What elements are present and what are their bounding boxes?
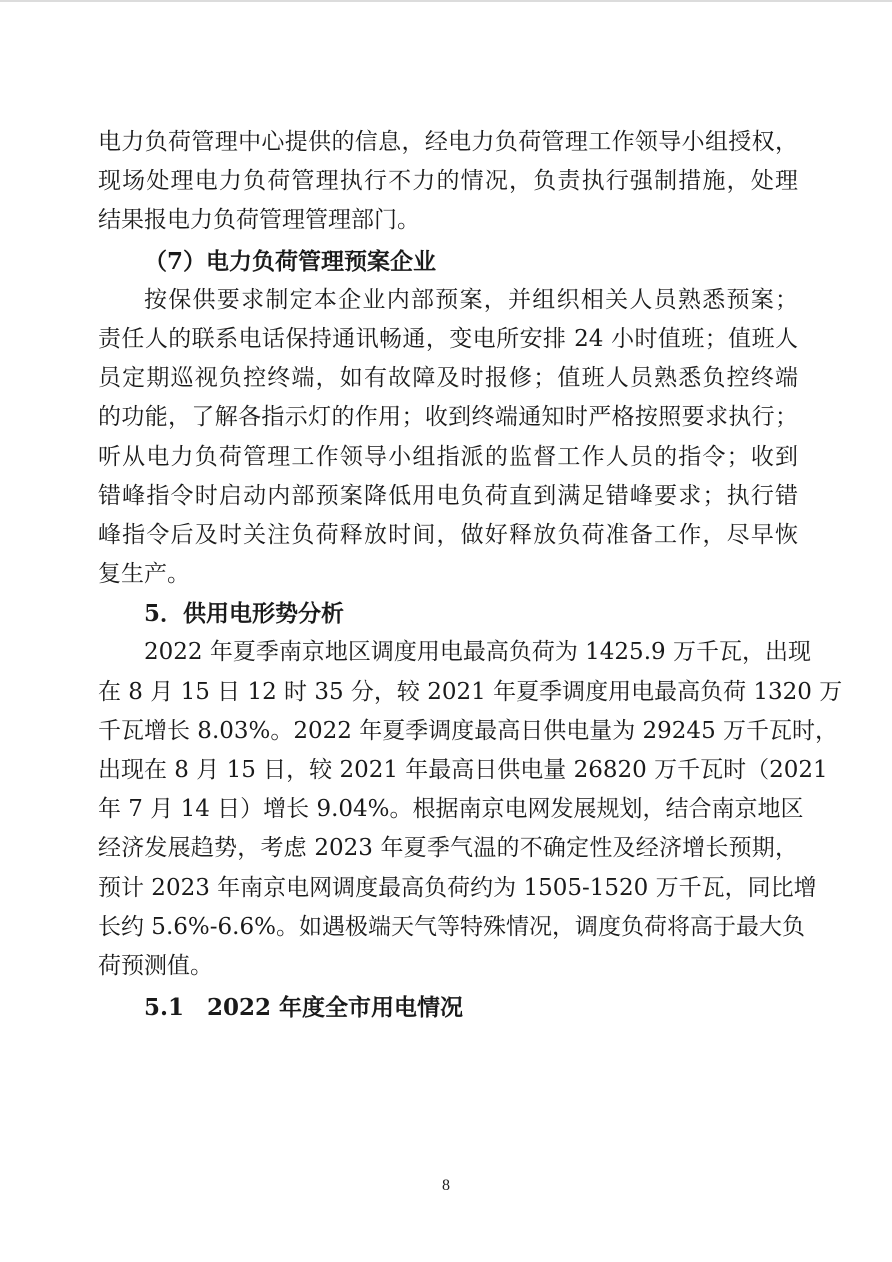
text-line: 错峰指令时启动内部预案降低用电负荷直到满足错峰要求；执行错 (98, 482, 798, 509)
text-line: 年 7 月 14 日）增长 9.04%。根据南京电网发展规划，结合南京地区 (98, 796, 804, 823)
text-line: 听从电力负荷管理工作领导小组指派的监督工作人员的指令；收到 (98, 443, 798, 470)
text-line: 经济发展趋势，考虑 2023 年夏季气温的不确定性及经济增长预期， (98, 835, 798, 862)
text-line: 电力负荷管理中心提供的信息，经电力负荷管理工作领导小组授权， (98, 129, 798, 155)
text-line: 员定期巡视负控终端，如有故障及时报修；值班人员熟悉负控终端 (98, 365, 798, 392)
section-heading-5-1: 5.1 2022 年度全市用电情况 (144, 994, 464, 1022)
page-number: 8 (442, 1177, 450, 1194)
text-line: 出现在 8 月 15 日，较 2021 年最高日供电量 26820 万千瓦时（2021 (98, 757, 828, 783)
text-line: 2022 年夏季南京地区调度用电最高负荷为 1425.9 万千瓦，出现 (144, 639, 811, 666)
text-line: 在 8 月 15 日 12 时 35 分，较 2021 年夏季调度用电最高负荷 1320 万 (98, 678, 843, 705)
section-heading-5: 5．供用电形势分析 (144, 600, 345, 628)
text-line: 现场处理电力负荷管理执行不力的情况，负责执行强制措施，处理 (98, 168, 798, 195)
text-line: 结果报电力负荷管理管理部门。 (98, 207, 420, 234)
text-line: 千瓦增长 8.03%。2022 年夏季调度最高日供电量为 29245 万千瓦时， (98, 717, 839, 744)
paragraph-7 (98, 281, 798, 595)
text-line: 荷预测值。 (98, 952, 213, 979)
section-heading-7: （7）电力负荷管理预案企业 (144, 247, 437, 275)
text-line: 预计 2023 年南京电网调度最高负荷约为 1505-1520 万千瓦，同比增 (98, 874, 817, 901)
text-line: 按保供要求制定本企业内部预案，并组织相关人员熟悉预案； (144, 286, 798, 313)
paragraph-5 (98, 633, 843, 986)
text-line: 长约 5.6%-6.6%。如遇极端天气等特殊情况，调度负荷将高于最大负 (98, 913, 805, 940)
page-top-edge (0, 0, 892, 2)
document-page (98, 123, 843, 1027)
text-line: 的功能，了解各指示灯的作用；收到终端通知时严格按照要求执行； (98, 404, 798, 431)
text-line: 峰指令后及时关注负荷释放时间，做好释放负荷准备工作，尽早恢 (98, 521, 798, 548)
paragraph-continuation (98, 123, 798, 241)
text-line: 责任人的联系电话保持通讯畅通，变电所安排 24 小时值班；值班人 (98, 325, 798, 352)
text-line: 复生产。 (98, 561, 190, 588)
